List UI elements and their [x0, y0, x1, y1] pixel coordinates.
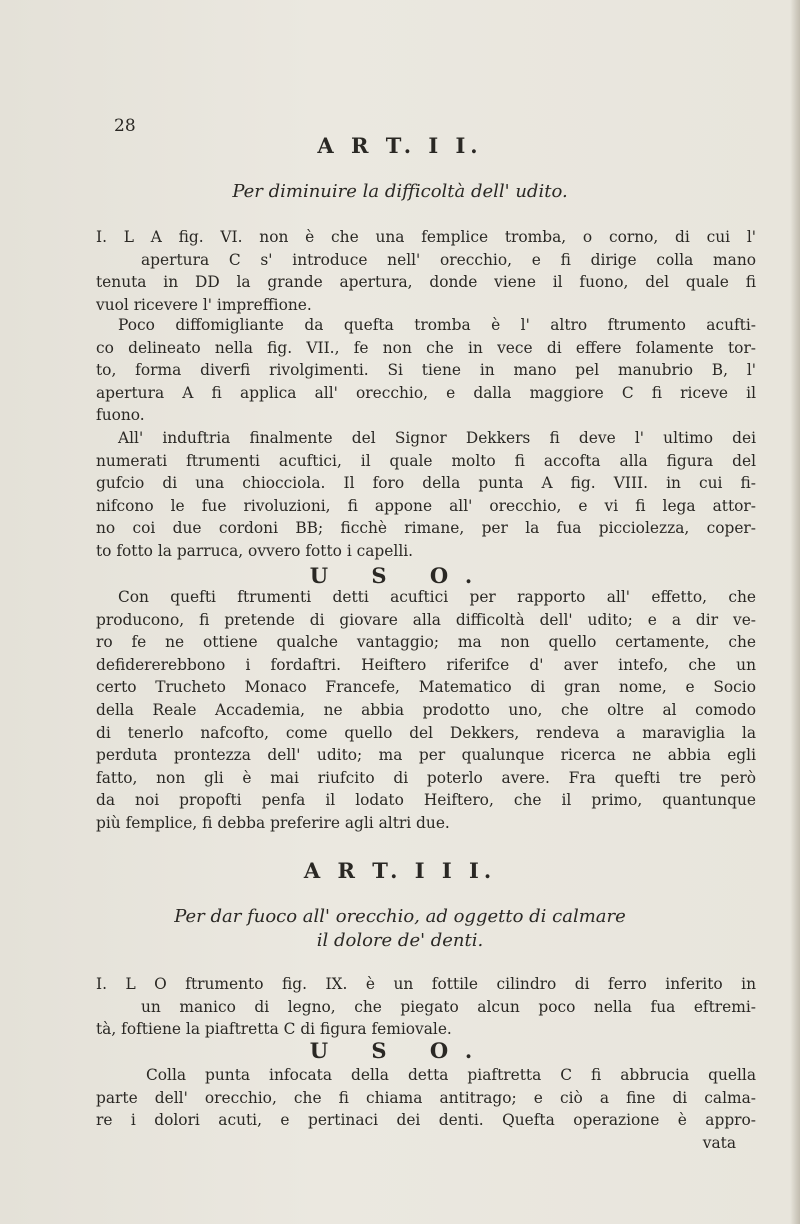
- uso-paragraph-art-2: [96, 586, 756, 835]
- paragraph-art-2-3: [96, 427, 756, 563]
- text-line: nifcono le fue rivoluzioni, fi appone all' orecchio, e vi fi lega attor-: [96, 496, 756, 515]
- text-line: Con quefti ftrumenti detti acuftici per rapporto all' effetto, che: [118, 588, 756, 606]
- uso-heading-art-3: U S O.: [309, 1038, 491, 1063]
- text-line: da noi propofti penfa il lodato Heiftero, che il primo, quantunque: [96, 791, 756, 810]
- text-line: della Reale Accademia, ne abbia prodotto uno, che oltre al comodo: [96, 700, 756, 719]
- text-line: fatto, non gli è mai riufcito di poterlo avere. Fra quefti tre però: [96, 768, 756, 787]
- text-line: un manico di legno, che piegato alcun poco nella fua eftremi-: [141, 997, 756, 1016]
- text-line: di tenerlo nafcofto, come quello del Dekkers, rendeva a maraviglia la: [96, 723, 756, 742]
- text-line: certo Trucheto Monaco Francefe, Matematico di gran nome, e Socio: [96, 678, 756, 697]
- text-line: co delineato nella fig. VII., fe non che in vece di effere folamente tor-: [96, 338, 756, 357]
- text-line: fuono.: [96, 406, 145, 425]
- section-subtitle-art-3: [0, 905, 800, 953]
- text-line: ro fe ne ottiene qualche vantaggio; ma non quello certamente, che: [96, 633, 756, 652]
- uso-heading-art-2: U S O.: [309, 563, 491, 588]
- section-heading-art-2: A R T. I I.: [317, 133, 483, 158]
- catchword: vata: [702, 1134, 736, 1152]
- text-line: I. L O ftrumento fig. IX. è un fottile cilindro di ferro inferito in: [96, 975, 756, 993]
- subtitle-line: Per diminuire la difficoltà dell' udito.: [232, 181, 568, 202]
- subtitle-line: Per dar fuoco all' orecchio, ad oggetto di calmare: [174, 906, 626, 927]
- text-line: parte dell' orecchio, che fi chiama antitrago; e ciò a fine di calma-: [96, 1088, 756, 1107]
- uso-paragraph-art-3: [96, 1064, 756, 1132]
- text-line: to fotto la parruca, ovvero fotto i capelli.: [96, 541, 414, 560]
- text-line: re i dolori acuti, e pertinaci dei denti. Quefta operazione è appro-: [96, 1111, 756, 1130]
- paragraph-art-2-1: [96, 226, 756, 316]
- text-line: vuol ricevere l' impreffione.: [96, 295, 312, 314]
- text-line: to, forma diverfi rivolgimenti. Si tiene in mano pel manubrio B, l': [96, 361, 756, 380]
- text-line: apertura C s' introduce nell' orecchio, e fi dirige colla mano: [141, 250, 756, 269]
- text-line: no coi due cordoni BB; ficchè rimane, per la fua picciolezza, coper-: [96, 519, 756, 538]
- text-line: tenuta in DD la grande apertura, donde viene il fuono, del quale fi: [96, 273, 756, 292]
- text-line: più femplice, fi debba preferire agli altri due.: [96, 813, 450, 832]
- text-line: producono, fi pretende di giovare alla difficoltà dell' udito; e a dir ve-: [96, 610, 756, 629]
- text-line: defidererebbono i fordaftri. Heiftero riferifce d' aver intefo, che un: [96, 655, 756, 674]
- text-line: Poco diffomigliante da quefta tromba è l' altro ftrumento acufti-: [118, 316, 756, 334]
- paragraph-art-2-2: [96, 314, 756, 427]
- text-line: perduta prontezza dell' udito; ma per qualunque ricerca ne abbia egli: [96, 746, 756, 765]
- page-number: 28: [114, 116, 136, 136]
- text-line: All' induftria finalmente del Signor Dekkers fi deve l' ultimo dei: [118, 429, 756, 447]
- section-heading-art-3: A R T. I I I.: [303, 858, 497, 883]
- paragraph-art-3-1: [96, 973, 756, 1041]
- text-line: apertura A fi applica all' orecchio, e dalla maggiore C fi riceve il: [96, 383, 756, 402]
- text-line: I. L A fig. VI. non è che una femplice tromba, o corno, di cui l': [96, 228, 756, 246]
- text-line: Colla punta infocata della detta piaftretta C fi abbrucia quella: [146, 1066, 756, 1084]
- subtitle-line: il dolore de' denti.: [316, 930, 484, 951]
- text-line: tà, foftiene la piaftretta C di figura femiovale.: [96, 1020, 452, 1039]
- text-line: gufcio di una chiocciola. Il foro della punta A fig. VIII. in cui fi-: [96, 474, 756, 493]
- section-subtitle-art-2: [0, 180, 800, 204]
- text-line: numerati ftrumenti acuftici, il quale molto fi accofta alla figura del: [96, 451, 756, 470]
